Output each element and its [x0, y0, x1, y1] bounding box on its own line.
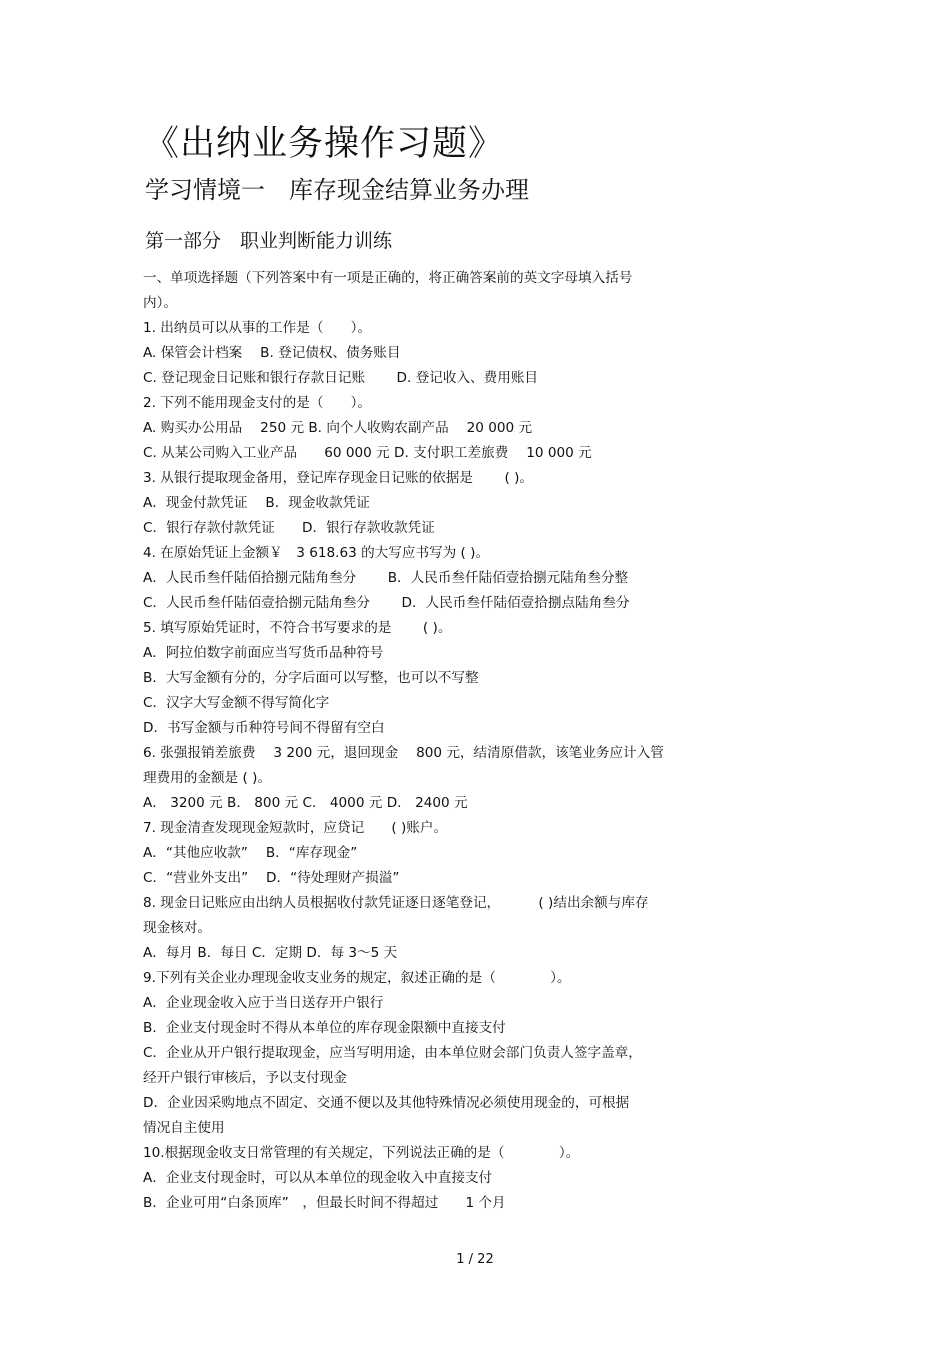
- option-line: 经开户银行审核后，予以支付现金: [143, 1070, 347, 1086]
- option-line: C．银行存款付款凭证 D．银行存款收款凭证: [143, 520, 435, 536]
- question-line: 3. 从银行提取现金备用，登记库存现金日记账的依据是 ( )。: [143, 470, 533, 486]
- option-line: A．阿拉伯数字前面应当写货币品种符号: [143, 645, 384, 661]
- question-list: [143, 266, 743, 1216]
- question-line: 5. 填写原始凭证时，不符合书写要求的是 ( )。: [143, 620, 452, 636]
- option-line: A. 购买办公用品 250 元 B. 向个人收购农副产品 20 000 元: [143, 420, 533, 436]
- question-line: 4. 在原始凭证上金额￥ 3 618.63 的大写应书写为 ( )。: [143, 545, 490, 561]
- page-number: 1 / 22: [456, 1252, 494, 1267]
- option-line: C．汉字大写金额不得写简化字: [143, 695, 330, 711]
- question-line: 10.根据现金收支日常管理的有关规定，下列说法正确的是（ ）。: [143, 1145, 580, 1161]
- question-line: 7. 现金清查发现现金短款时，应贷记 ( )账户。: [143, 820, 448, 836]
- option-line: A．“其他应收款” B．“库存现金”: [143, 845, 358, 861]
- question-line: 现金核对。: [143, 920, 211, 936]
- question-line: 理费用的金额是 ( )。: [143, 770, 271, 786]
- option-line: A．企业现金收入应于当日送存开户银行: [143, 995, 384, 1011]
- option-line: A．人民币叁仟陆佰拾捌元陆角叁分 B．人民币叁仟陆佰壹拾捌元陆角叁分整: [143, 570, 629, 586]
- option-line: B．企业可用“白条顶库” ，但最长时间不得超过 1 个月: [143, 1195, 506, 1211]
- option-line: A．每月 B．每日 C．定期 D．每 3～5 天: [143, 945, 398, 961]
- option-line: C．人民币叁仟陆佰壹拾捌元陆角叁分 D．人民币叁仟陆佰壹拾捌点陆角叁分: [143, 595, 630, 611]
- question-line: 6. 张强报销差旅费 3 200 元，退回现金 800 元，结清原借款，该笔业务应计入管: [143, 745, 664, 761]
- option-line: 情况自主使用: [143, 1120, 225, 1136]
- option-line: B．企业支付现金时不得从本单位的库存现金限额中直接支付: [143, 1020, 506, 1036]
- question-line: 2. 下列不能用现金支付的是（ ）。: [143, 395, 371, 411]
- option-line: B．大写金额有分的，分字后面可以写整，也可以不写整: [143, 670, 479, 686]
- section-heading: 学习情境一 库存现金结算业务办理: [145, 176, 529, 204]
- question-line: 1. 出纳员可以从事的工作是（ ）。: [143, 320, 371, 336]
- option-line: C．企业从开户银行提取现金，应当写明用途，由本单位财会部门负责人签字盖章，: [143, 1045, 642, 1061]
- question-line: 8. 现金日记账应由出纳人员根据收付款凭证逐日逐笔登记， ( )结出余额与库存: [143, 895, 649, 911]
- part-heading: 第一部分 职业判断能力训练: [145, 230, 393, 252]
- document-title: 《出纳业务操作习题》: [144, 124, 505, 164]
- question-line: 9.下列有关企业办理现金收支业务的规定，叙述正确的是（ ）。: [143, 970, 571, 986]
- instruction-line: 内）。: [143, 295, 177, 311]
- option-line: A．企业支付现金时，可以从本单位的现金收入中直接支付: [143, 1170, 493, 1186]
- instruction-line: 一、单项选择题（下列答案中有一项是正确的，将正确答案前的英文字母填入括号: [143, 270, 633, 286]
- option-line: A．现金付款凭证 B．现金收款凭证: [143, 495, 370, 511]
- option-line: C．“营业外支出” D．“待处理财产损溢”: [143, 870, 400, 886]
- option-line: A． 3200 元 B． 800 元 C． 4000 元 D． 2400 元: [143, 795, 468, 811]
- option-line: D．企业因采购地点不固定、交通不便以及其他特殊情况必须使用现金的，可根据: [143, 1095, 630, 1111]
- option-line: D．书写金额与币种符号间不得留有空白: [143, 720, 385, 736]
- option-line: A. 保管会计档案 B. 登记债权、债务账目: [143, 345, 401, 361]
- option-line: C. 登记现金日记账和银行存款日记账 D. 登记收入、费用账目: [143, 370, 538, 386]
- option-line: C. 从某公司购入工业产品 60 000 元 D. 支付职工差旅费 10 000 元: [143, 445, 592, 461]
